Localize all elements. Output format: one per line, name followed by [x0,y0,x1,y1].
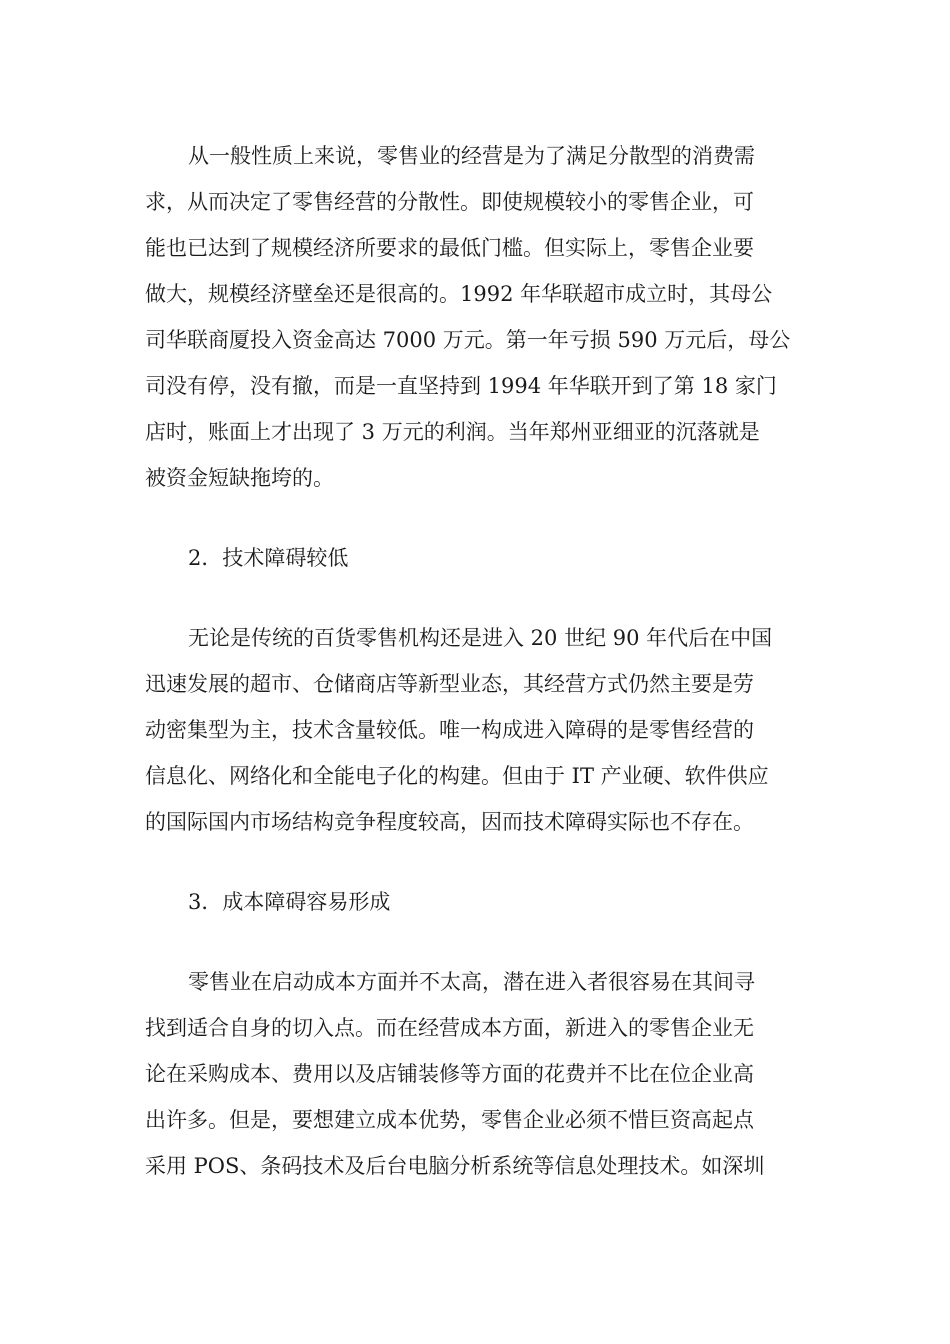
heading-text: 2．技术障碍较低 [188,546,349,570]
text-line: 做大，规模经济壁垒还是很高的。1992 年华联超市成立时，其母公 [145,282,773,306]
text-line: 迅速发展的超市、仓储商店等新型业态，其经营方式仍然主要是劳 [145,672,754,696]
text-line: 零售业在启动成本方面并不太高，潜在进入者很容易在其间寻 [188,970,755,994]
text-line: 从一般性质上来说，零售业的经营是为了满足分散型的消费需 [188,144,755,168]
paragraph-scale-economy [145,133,810,501]
text-line: 论在采购成本、费用以及店铺装修等方面的花费并不比在位企业高 [145,1062,754,1086]
text-line: 司没有停，没有撤，而是一直坚持到 1994 年华联开到了第 18 家门 [145,374,777,398]
text-line: 司华联商厦投入资金高达 7000 万元。第一年亏损 590 万元后，母公 [145,328,791,352]
text-line: 的国际国内市场结构竞争程度较高，因而技术障碍实际也不存在。 [145,810,754,834]
text-line: 信息化、网络化和全能电子化的构建。但由于 IT 产业硬、软件供应 [145,764,769,788]
heading-text: 3．成本障碍容易形成 [188,890,391,914]
paragraph-tech-barrier [145,615,810,845]
text-line: 找到适合自身的切入点。而在经营成本方面，新进入的零售企业无 [145,1016,754,1040]
text-line: 动密集型为主，技术含量较低。唯一构成进入障碍的是零售经营的 [145,718,754,742]
section-heading-tech-barrier [145,535,810,581]
text-line: 采用 POS、条码技术及后台电脑分析系统等信息处理技术。如深圳 [145,1154,765,1178]
text-line: 求，从而决定了零售经营的分散性。即使规模较小的零售企业，可 [145,190,754,214]
paragraph-cost-barrier [145,959,810,1189]
text-line: 出许多。但是，要想建立成本优势，零售企业必须不惜巨资高起点 [145,1108,754,1132]
text-line: 能也已达到了规模经济所要求的最低门槛。但实际上，零售企业要 [145,236,754,260]
text-line: 店时，账面上才出现了 3 万元的利润。当年郑州亚细亚的沉落就是 [145,420,760,444]
document-page [145,133,810,1189]
section-heading-cost-barrier [145,879,810,925]
text-line: 被资金短缺拖垮的。 [145,466,334,490]
text-line: 无论是传统的百货零售机构还是进入 20 世纪 90 年代后在中国 [188,626,773,650]
